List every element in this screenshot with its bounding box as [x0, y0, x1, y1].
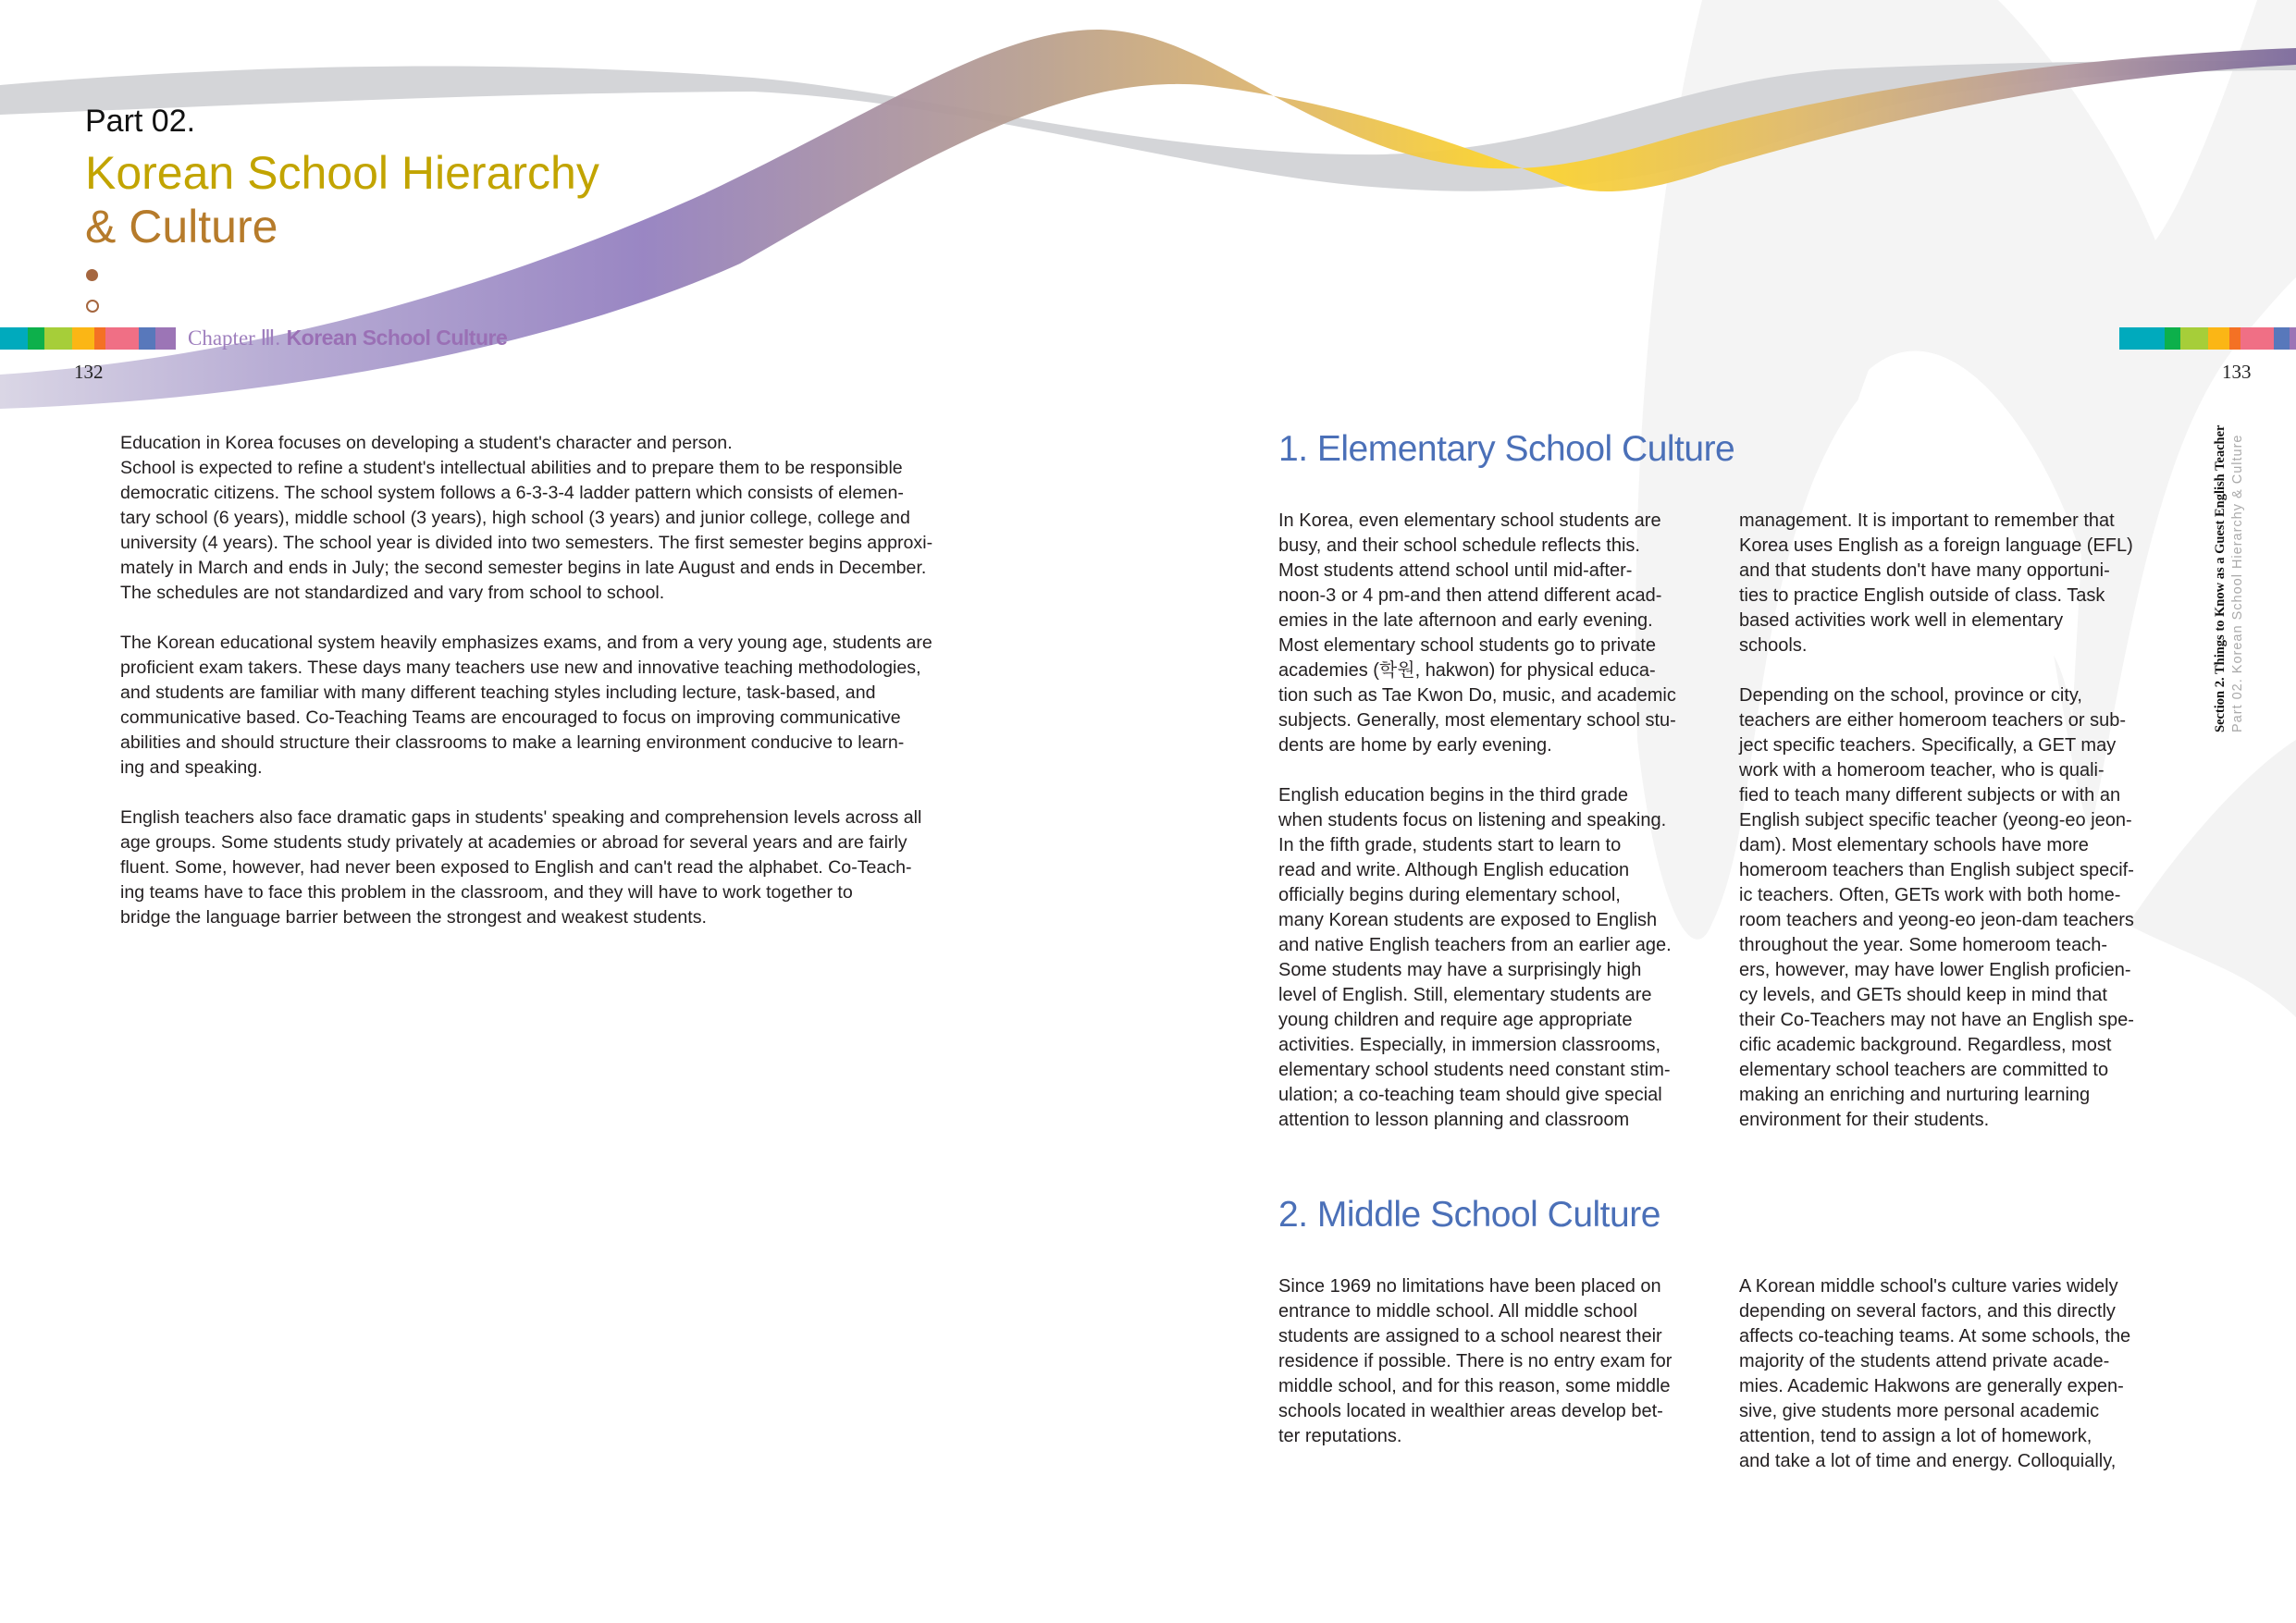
column-line: Korea uses English as a foreign language (EFL)	[1739, 535, 2133, 556]
column-line: residence if possible. There is no entry exam for	[1278, 1351, 1673, 1371]
column-line: ulation; a co-teaching team should give special	[1278, 1085, 1662, 1105]
column-line: Depending on the school, province or city,	[1739, 685, 2082, 706]
column-line: noon-3 or 4 pm-and then attend different acad-	[1278, 585, 1662, 606]
column-line: when students focus on listening and speaking.	[1278, 810, 1667, 830]
column-line: activities. Especially, in immersion classrooms,	[1278, 1035, 1661, 1055]
column-line: ter reputations.	[1278, 1426, 1402, 1446]
body-line: ing teams have to face this problem in the classroom, and they will have to work together to	[120, 882, 853, 903]
chapter-prefix: Chapter Ⅲ.	[188, 326, 281, 350]
body-line: proficient exam takers. These days many teachers use new and innovative teaching methodologies,	[120, 658, 921, 678]
column-line: English subject specific teacher (yeong-eo jeon-	[1739, 810, 2132, 830]
body-line: English teachers also face dramatic gaps in students' speaking and comprehension levels across all	[120, 807, 922, 828]
column-line: cific academic background. Regardless, most	[1739, 1035, 2112, 1055]
chapter-title: Korean School Culture	[286, 326, 508, 350]
column-line: ers, however, may have lower English proficien-	[1739, 960, 2131, 980]
body-line: communicative based. Co-Teaching Teams are encouraged to focus on improving communicative	[120, 707, 901, 728]
column-line: homeroom teachers than English subject specif-	[1739, 860, 2134, 880]
column-line: many Korean students are exposed to English	[1278, 910, 1658, 930]
filled-dot-icon	[86, 269, 98, 281]
color-strip-right	[2119, 327, 2296, 350]
body-line: university (4 years). The school year is divided into two semesters. The first semester begins approxi-	[120, 533, 933, 553]
side-part-title: Part 02. Korean School Hierarchy & Culture	[2230, 434, 2245, 732]
body-line: tary school (6 years), middle school (3 years), high school (3 years) and junior college, college and	[120, 508, 910, 528]
column-line: entrance to middle school. All middle school	[1278, 1301, 1637, 1322]
body-line: democratic citizens. The school system follows a 6-3-3-4 ladder pattern which consists of elemen-	[120, 483, 904, 503]
body-line: mately in March and ends in July; the second semester begins in late August and ends in December.	[120, 558, 927, 578]
body-line: bridge the language barrier between the strongest and weakest students.	[120, 907, 707, 928]
side-section-title: Section 2. Things to Know as a Guest English Teacher	[2213, 424, 2228, 732]
column-line: subjects. Generally, most elementary school stu-	[1278, 710, 1676, 731]
column-line: their Co-Teachers may not have an English spe-	[1739, 1010, 2134, 1030]
section-heading-elementary: 1. Elementary School Culture	[1278, 429, 1735, 469]
column-line: read and write. Although English education	[1278, 860, 1630, 880]
page-title-line2: & Culture	[85, 201, 278, 252]
column-line: and native English teachers from an earlier age.	[1278, 935, 1672, 955]
column-line: In the fifth grade, students start to learn to	[1278, 835, 1622, 855]
column-line: elementary school teachers are committed to	[1739, 1060, 2109, 1080]
body-line: The schedules are not standardized and vary from school to school.	[120, 583, 665, 603]
part-label: Part 02.	[85, 104, 196, 139]
column-line: fied to teach many different subjects or with an	[1739, 785, 2121, 805]
column-line: and that students don't have many opportuni-	[1739, 560, 2110, 581]
section-heading-middle: 2. Middle School Culture	[1278, 1195, 1660, 1235]
column-line: A Korean middle school's culture varies widely	[1739, 1276, 2118, 1297]
body-line: abilities and should structure their classrooms to make a learning environment conducive to learn-	[120, 732, 905, 753]
column-line: dam). Most elementary schools have more	[1739, 835, 2089, 855]
outline-dot-icon	[86, 300, 99, 313]
page-title-line1: Korean School Hierarchy	[85, 147, 599, 199]
column-line: teachers are either homeroom teachers or sub-	[1739, 710, 2126, 731]
paragraph-gap	[120, 781, 932, 805]
column-line: In Korea, even elementary school students are	[1278, 510, 1661, 531]
column-line: affects co-teaching teams. At some schools, the	[1739, 1326, 2131, 1346]
column-line: dents are home by early evening.	[1278, 735, 1552, 756]
column-line: sive, give students more personal academic	[1739, 1401, 2100, 1421]
column-line: middle school, and for this reason, some middle	[1278, 1376, 1671, 1396]
body-line: Education in Korea focuses on developing a student's character and person.	[120, 433, 733, 453]
column-line: ic teachers. Often, GETs work with both home-	[1739, 885, 2121, 905]
column-line: officially begins during elementary school,	[1278, 885, 1621, 905]
body-line: The Korean educational system heavily emphasizes exams, and from a very young age, students are	[120, 633, 932, 653]
column-line: Most elementary school students go to private	[1278, 635, 1656, 656]
column-line: environment for their students.	[1739, 1110, 1990, 1130]
column-line: tion such as Tae Kwon Do, music, and academic	[1278, 685, 1676, 706]
column-line: level of English. Still, elementary students are	[1278, 985, 1652, 1005]
middle-column-1	[1278, 1274, 1672, 1449]
column-line: academies (학원, hakwon) for physical educa-	[1278, 660, 1656, 681]
column-line: elementary school students need constant stim-	[1278, 1060, 1671, 1080]
column-line: ties to practice English outside of class. Task	[1739, 585, 2105, 606]
body-line: and students are familiar with many different teaching styles including lecture, task-based, and	[120, 682, 876, 703]
column-line: students are assigned to a school nearest their	[1278, 1326, 1662, 1346]
column-line: mies. Academic Hakwons are generally expen-	[1739, 1376, 2124, 1396]
column-line: English education begins in the third grade	[1278, 785, 1629, 805]
column-line: depending on several factors, and this directly	[1739, 1301, 2116, 1322]
column-line: attention, tend to assign a lot of homework,	[1739, 1426, 2092, 1446]
middle-column-2	[1739, 1274, 2130, 1474]
chapter-heading	[188, 326, 507, 350]
column-line: management. It is important to remember that	[1739, 510, 2115, 531]
column-line	[1739, 658, 2134, 683]
column-line: room teachers and yeong-eo jeon-dam teachers	[1739, 910, 2134, 930]
body-line: ing and speaking.	[120, 757, 263, 778]
column-line: and take a lot of time and energy. Colloquially,	[1739, 1451, 2117, 1471]
elementary-column-1	[1278, 509, 1676, 1133]
column-line: ject specific teachers. Specifically, a GET may	[1739, 735, 2117, 756]
column-line: work with a homeroom teacher, who is quali-	[1739, 760, 2105, 781]
column-line: making an enriching and nurturing learning	[1739, 1085, 2091, 1105]
column-line: attention to lesson planning and classroom	[1278, 1110, 1630, 1130]
body-line: fluent. Some, however, had never been exposed to English and can't read the alphabet. Co-Teach-	[120, 857, 912, 878]
column-line: busy, and their school schedule reflects this.	[1278, 535, 1640, 556]
column-line: based activities work well in elementary	[1739, 610, 2064, 631]
column-line: emies in the late afternoon and early evening.	[1278, 610, 1653, 631]
left-body	[120, 431, 932, 930]
body-line: School is expected to refine a student's intellectual abilities and to prepare them to be responsible	[120, 458, 903, 478]
column-line: schools located in wealthier areas develop bet-	[1278, 1401, 1663, 1421]
body-line: age groups. Some students study privately at academies or abroad for several years and are fairly	[120, 832, 907, 853]
column-line: throughout the year. Some homeroom teach-	[1739, 935, 2108, 955]
elementary-column-2	[1739, 509, 2134, 1133]
column-line: schools.	[1739, 635, 1808, 656]
side-running-header	[2213, 425, 2245, 733]
column-line: majority of the students attend private acade-	[1739, 1351, 2110, 1371]
paragraph-gap	[120, 606, 932, 631]
column-line: Since 1969 no limitations have been placed on	[1278, 1276, 1661, 1297]
column-line: cy levels, and GETs should keep in mind that	[1739, 985, 2107, 1005]
page-number-left: 132	[74, 361, 104, 383]
column-line: Some students may have a surprisingly high	[1278, 960, 1642, 980]
page-number-right: 133	[2222, 361, 2252, 383]
column-line	[1278, 758, 1676, 783]
column-line: young children and require age appropriate	[1278, 1010, 1633, 1030]
column-line: Most students attend school until mid-after-	[1278, 560, 1633, 581]
color-strip-left	[0, 327, 176, 350]
